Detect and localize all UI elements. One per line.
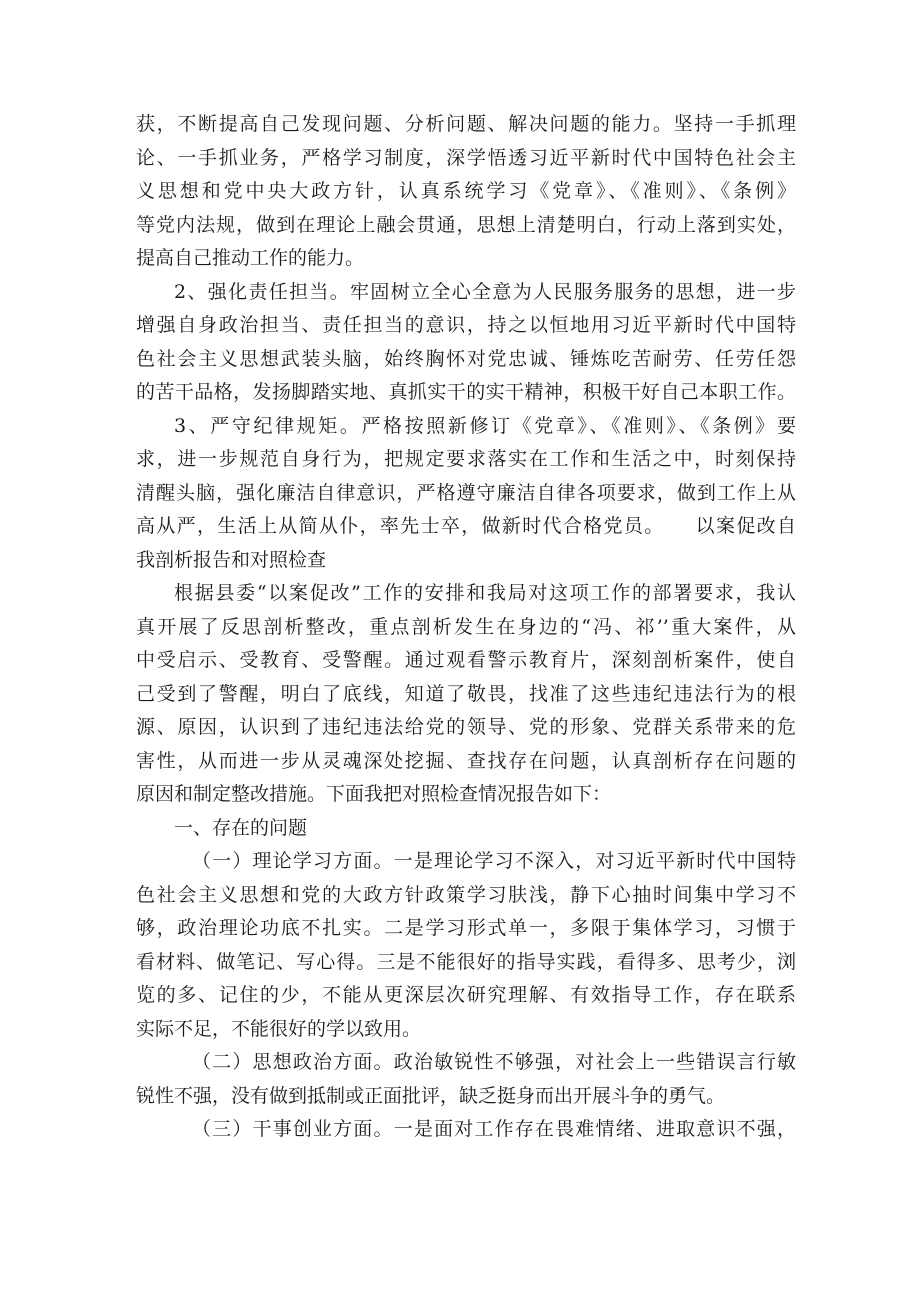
text-line: 真开展了反思剖析整改，重点剖析发生在身边的“冯、祁’’重大案件，从 bbox=[136, 615, 796, 638]
text-line: 求，进一步规范自身行为，把规定要求落实在工作和生活之中，时刻保持 bbox=[136, 448, 796, 470]
text-line: 根据县委“以案促改”工作的安排和我局对这项工作的部署要求，我认 bbox=[174, 582, 796, 604]
text-line: 己受到了警醒，明白了底线，知道了敬畏，找准了这些违纪违法行为的根 bbox=[136, 682, 796, 705]
text-line: 原因和制定整改措施。下面我把对照检查情况报告如下： bbox=[136, 783, 612, 805]
text-line: 清醒头脑，强化廉洁自律意识，严格遵守廉洁自律各项要求，做到工作上从 bbox=[136, 481, 796, 504]
text-line: （一）理论学习方面。一是理论学习不深入，对习近平新时代中国特 bbox=[192, 850, 796, 872]
text-line: 色社会主义思想武装头脑，始终胸怀对党忠诚、锤炼吃苦耐劳、任劳任怨 bbox=[136, 347, 796, 370]
text-line: 我剖析报告和对照检查 bbox=[136, 548, 327, 571]
text-line: 2、强化责任担当。牢固树立全心全意为人民服务服务的思想，进一步 bbox=[174, 280, 796, 303]
text-line: 看材料、做笔记、写心得。三是不能很好的指导实践，看得多、思考少，浏 bbox=[136, 950, 796, 973]
text-line: 提高自己推动工作的能力。 bbox=[136, 247, 365, 269]
text-line: 增强自身政治担当、责任担当的意识，持之以恒地用习近平新时代中国特 bbox=[136, 314, 796, 336]
text-line: 源、原因，认识到了违纪违法给党的领导、党的形象、党群关系带来的危 bbox=[136, 716, 796, 738]
text-line: 够，政治理论功底不扎实。二是学习形式单一，多限于集体学习，习惯于 bbox=[136, 917, 796, 939]
text-line: 3、严守纪律规矩。严格按照新修订《党章》、《准则》、《条例》要 bbox=[174, 414, 796, 437]
text-line: 中受启示、受教育、受警醒。通过观看警示教育片，深刻剖析案件，使自 bbox=[136, 649, 796, 671]
text-line: （二）思想政治方面。政治敏锐性不够强，对社会上一些错误言行敏 bbox=[192, 1051, 796, 1073]
text-line: 锐性不强，没有做到抵制或正面批评，缺乏挺身而出开展斗争的勇气。 bbox=[136, 1084, 726, 1107]
text-line: 义思想和党中央大政方针，认真系统学习《党章》、《准则》、《条例》 bbox=[136, 180, 796, 202]
text-line: 的苦干品格，发扬脚踏实地、真抓实干的实干精神，积极干好自己本职工作。 bbox=[136, 381, 796, 403]
text-line: 论、一手抓业务，严格学习制度，深学悟透习近平新时代中国特色社会主 bbox=[136, 146, 796, 169]
text-line: 等党内法规，做到在理论上融会贯通，思想上清楚明白，行动上落到实处， bbox=[136, 213, 796, 236]
text-line: 高从严，生活上从简从仆，率先士卒，做新时代合格党员。 以案促改自 bbox=[136, 515, 796, 537]
section-heading: 一、存在的问题 bbox=[174, 816, 308, 839]
text-line: 害性，从而进一步从灵魂深处挖掘、查找存在问题，认真剖析存在问题的 bbox=[136, 749, 796, 772]
text-line: 获，不断提高自己发现问题、分析问题、解决问题的能力。坚持一手抓理 bbox=[136, 113, 796, 135]
document-body bbox=[136, 108, 796, 1147]
text-line: 色社会主义思想和党的大政方针政策学习肤浅，静下心抽时间集中学习不 bbox=[136, 883, 796, 906]
text-line: 实际不足，不能很好的学以致用。 bbox=[136, 1017, 422, 1040]
text-line: （三）干事创业方面。一是面对工作存在畏难情绪、进取意识不强， bbox=[192, 1118, 796, 1140]
text-line: 览的多、记住的少，不能从更深层次研究理解、有效指导工作，存在联系 bbox=[136, 984, 796, 1006]
